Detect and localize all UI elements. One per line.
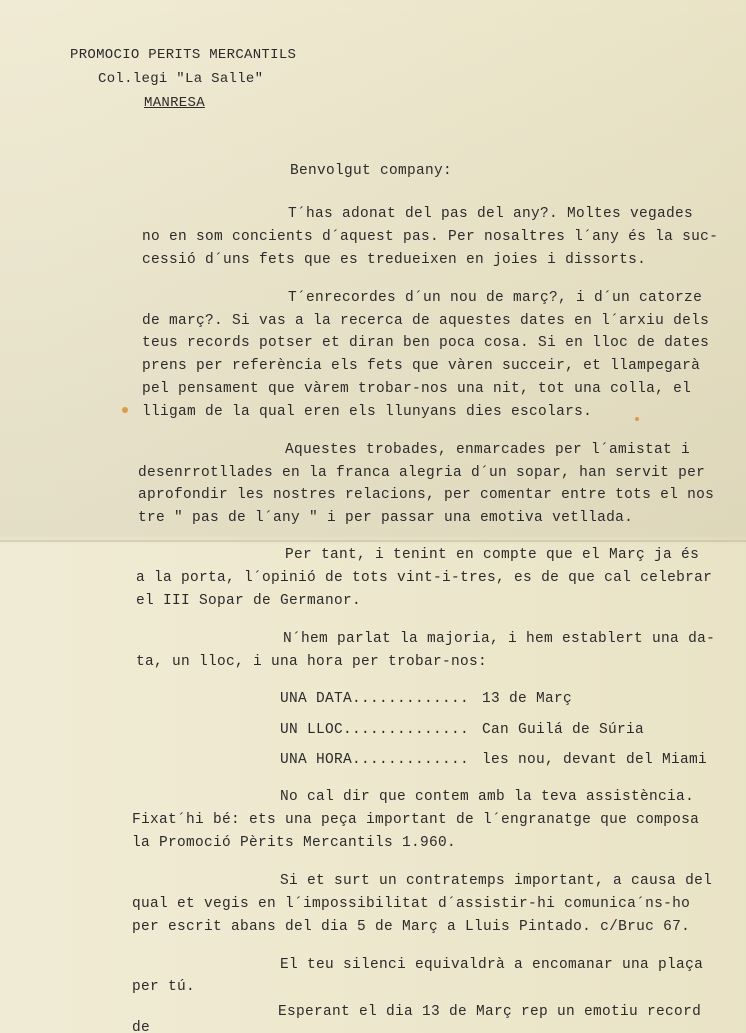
paragraph-line: aprofondir les nostres relacions, per comentar entre tots el nos: [138, 487, 715, 503]
paragraph-line: T´enrecordes d´un nou de març?, i d´un catorze: [288, 290, 703, 306]
paragraph-line: desenrrotllades en la franca alegria d´un sopar, han servit per: [138, 465, 706, 481]
paragraph-line: lligam de la qual eren els llunyans dies escolars.: [142, 404, 593, 420]
paragraph-line: T´has adonat del pas del any?. Moltes vegades: [288, 206, 694, 222]
paper-fold: [0, 540, 746, 542]
detail-label-place: UN LLOC..............: [280, 722, 470, 738]
letterhead-line-1: PROMOCIO PERITS MERCANTILS: [70, 47, 297, 63]
detail-value-place: Can Guilá de Súria: [482, 722, 645, 738]
ink-stain: [635, 417, 639, 421]
paragraph-line: de: [132, 1020, 151, 1033]
detail-value-time: les nou, devant del Miami: [482, 752, 708, 768]
paragraph-line: No cal dir que contem amb la teva assistència.: [280, 789, 695, 805]
paragraph-line: tre " pas de l´any " i per passar una emotiva vetllada.: [138, 510, 634, 526]
paragraph-line: de març?. Si vas a la recerca de aquestes dates en l´arxiu dels: [142, 313, 710, 329]
detail-value-date: 13 de Març: [482, 691, 573, 707]
paragraph-line: Si et surt un contratemps important, a causa del: [280, 873, 713, 889]
detail-label-time: UNA HORA.............: [280, 752, 470, 768]
paragraph-line: a la porta, l´opinió de tots vint-i-tres, es de que cal celebrar: [136, 570, 713, 586]
letterhead-city: MANRESA: [144, 95, 205, 111]
paragraph-line: Fixat´hi bé: ets una peça important de l´engranatge que composa: [132, 812, 700, 828]
paragraph-line: per tú.: [132, 979, 196, 995]
paragraph-line: N´hem parlat la majoria, i hem establert una da-: [283, 631, 716, 647]
letterhead-line-2: Col.legi "La Salle": [98, 71, 264, 87]
paragraph-line: El teu silenci equivaldrà a encomanar una plaça: [280, 957, 704, 973]
ink-stain: [122, 407, 128, 413]
paragraph-line: la Promoció Pèrits Mercantils 1.960.: [132, 835, 457, 851]
detail-label-date: UNA DATA.............: [280, 691, 470, 707]
paragraph-line: teus records potser et diran ben poca cosa. Si en lloc de dates: [142, 335, 710, 351]
paragraph-line: Aquestes trobades, enmarcades per l´amistat i: [285, 442, 691, 458]
paragraph-line: per escrit abans del dia 5 de Març a Lluis Pintado. c/Bruc 67.: [132, 919, 691, 935]
paragraph-line: Per tant, i tenint en compte que el Març ja és: [285, 547, 700, 563]
paragraph-line: pel pensament que vàrem trobar-nos una nit, tot una colla, el: [142, 381, 692, 397]
paragraph-line: Esperant el dia 13 de Març rep un emotiu record: [278, 1004, 702, 1020]
paragraph-line: prens per referència els fets que vàren succeir, et llampegarà: [142, 358, 701, 374]
paragraph-line: el III Sopar de Germanor.: [136, 593, 362, 609]
paragraph-line: cessió d´uns fets que es tredueixen en joies i dissorts.: [142, 252, 647, 268]
paragraph-line: qual et vegis en l´impossibilitat d´assistir-hi comunica´ns-ho: [132, 896, 691, 912]
greeting: Benvolgut company:: [290, 163, 453, 179]
paragraph-line: ta, un lloc, i una hora per trobar-nos:: [136, 654, 488, 670]
paragraph-line: no en som concients d´aquest pas. Per nosaltres l´any és la suc-: [142, 229, 719, 245]
